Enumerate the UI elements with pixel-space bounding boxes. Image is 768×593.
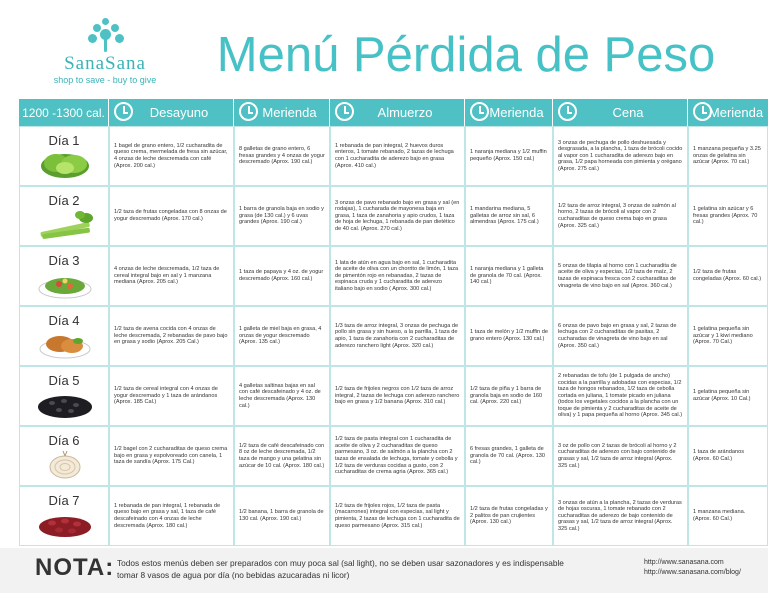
day-label: Día 6 (48, 433, 80, 448)
calorie-range-label: 1200 -1300 cal. (22, 105, 105, 120)
brand-name: SanaSana (64, 53, 146, 74)
meal-text: 1/2 taza de frutas congeladas con 8 onzas de yogur descremado (Aprox. 170 cal.) (114, 209, 227, 222)
column-header-label: Merienda (262, 105, 317, 120)
day-label: Día 3 (48, 253, 80, 268)
clock-icon (693, 102, 712, 121)
brand-logo[interactable] (45, 18, 165, 85)
meal-text: 4 onzas de leche descremada, 1/2 taza de cereal integral bajo en sal y 1 manzana mediana (Aprox. 205 cal.) (114, 266, 220, 286)
meal-text: 1 naranja mediana y 1/2 muffin pequeño (Aprox. 150 cal.) (470, 149, 547, 162)
meal-cell-merienda-2 (465, 366, 553, 426)
table-row (19, 366, 768, 426)
meal-text: 1 manzana mediana. (Aprox. 60 Cal.) (693, 509, 746, 522)
day-cell (19, 366, 109, 426)
onion-icon (34, 449, 96, 479)
meal-text: 1 gelatina sin azúcar y 6 fresas grandes (Aprox. 70 cal.) (693, 206, 758, 226)
day-cell (19, 306, 109, 366)
celery-icon (34, 209, 96, 239)
table-row (19, 126, 768, 186)
column-header-merienda-3 (688, 99, 768, 126)
brand-tagline: shop to save - buy to give (53, 75, 157, 85)
meal-cell-merienda-3 (688, 126, 768, 186)
column-header-cena (553, 99, 687, 126)
meal-cell-cena (553, 486, 688, 546)
meal-cell-merienda-2 (465, 186, 553, 246)
meal-text: 6 onzas de pavo bajo en grasa y sal, 2 tazas de lechuga con 2 cucharaditas de pasitas, 2 cucharadas de vinagreta de vino bajo en sal (Aprox. 350 cal.) (558, 322, 677, 349)
meal-cell-merienda-3 (688, 246, 768, 306)
table-row (19, 426, 768, 486)
meal-text: 1/2 taza de arroz integral, 3 onzas de salmón al horno, 2 tazas de brócoli al vapor con 2 cucharaditas de queso crema bajo en grasa (Aprox. 325 cal.) (558, 202, 676, 229)
meal-cell-merienda-1 (234, 426, 330, 486)
day-cell (19, 426, 109, 486)
meal-text: 1/2 banana, 1 barra de granola de 130 cal. (Aprox. 190 cal.) (239, 509, 324, 522)
meal-text: 1/2 bagel con 2 cucharaditas de queso crema bajo en grasa y espolvoreado con canela, 1 taza de sandía (Aprox. 175 Cal.) (114, 446, 228, 466)
column-header-merienda-1 (234, 99, 329, 126)
day-cell (19, 246, 109, 306)
blog-link[interactable]: http://www.sanasana.com/blog/ (644, 569, 741, 576)
table-row (19, 246, 768, 306)
meal-cell-almuerzo (330, 426, 465, 486)
clock-icon (470, 102, 489, 121)
meal-text: 1/2 taza de frutas congeladas y 2 palitos de pan crujientes (Aprox. 130 cal.) (470, 506, 548, 526)
meal-cell-merienda-3 (688, 306, 768, 366)
meal-text: 1 gelatina pequeña sin azúcar (Aprox. 10 Cal.) (693, 389, 751, 402)
day-label: Día 2 (48, 193, 80, 208)
column-header-merienda-2 (465, 99, 552, 126)
meal-cell-almuerzo (330, 366, 465, 426)
meal-cell-desayuno (109, 366, 234, 426)
meal-text: 1/2 taza de frutas congeladas (Aprox. 60 cal.) (693, 269, 762, 282)
meal-cell-merienda-2 (465, 246, 553, 306)
clock-icon (335, 102, 354, 121)
clock-icon (114, 102, 133, 121)
meal-cell-merienda-1 (234, 126, 330, 186)
meal-cell-cena (553, 366, 688, 426)
meal-cell-desayuno (109, 186, 234, 246)
clock-icon (239, 102, 258, 121)
meal-text: 1 taza de arándanos (Aprox. 60 Cal.) (693, 449, 745, 462)
salad-icon (34, 269, 96, 299)
page-title: Menú Pérdida de Peso (216, 28, 716, 82)
column-header-label: Almuerzo (377, 105, 433, 120)
table-header-row (19, 99, 768, 126)
lettuce-icon (34, 149, 96, 179)
column-header-label: Merienda (708, 105, 764, 120)
day-cell (19, 186, 109, 246)
meal-cell-almuerzo (330, 186, 465, 246)
meal-text: 3 oz de pollo con 2 tazas de brócoli al horno y 2 cucharaditas de aderezo con bajo contenido de grasas y sal, 1/2 taza de arroz integral (Aprox. 325 cal.) (558, 442, 677, 469)
meal-text: 1/2 taza de café descafeinado con 8 oz de leche descremada, 1/2 taza de mango y una gelatina sin azúcar de 10 cal. (Aprox. 180 cal.) (239, 442, 325, 469)
meal-text: 1/2 taza de piña y 1 barra de granola baja en sodio de 160 cal. (Aprox. 220 cal.) (470, 386, 543, 406)
column-header-label: Desayuno (149, 105, 209, 120)
meal-text: 1/2 taza de pasta integral con 1 cucharadita de aceite de oliva y 2 cucharaditas de queso parmesano, 3 oz. de salmón a la plancha con 2 tazas de ensalada de lechuga, tomate y cebolla y 1/2 taza de verduras cocidas a gusto, con 2 cucharaditas de crema agria (Aprox. 365 cal.) (335, 436, 458, 476)
meal-text: 1 taza de papaya y 4 oz. de yogur descremado (Aprox. 160 cal.) (239, 269, 324, 282)
column-header-label: Cena (612, 105, 644, 120)
meal-text: 1 manzana pequeña y 3.25 onzas de gelatina sin azúcar (Aprox. 70 cal.) (693, 146, 761, 166)
day-label: Día 7 (48, 493, 80, 508)
meal-text: 1/2 taza de avena cocida con 4 onzas de leche descremada, 2 rebanadas de pavo bajo en grasa y sodio (Aprox. 205 Cal.) (114, 326, 228, 346)
meal-cell-cena (553, 306, 688, 366)
day-label: Día 4 (48, 313, 80, 328)
nota-label: NOTA: (35, 554, 115, 581)
nota-text: Todos estos menús deben ser preparados con muy poca sal (sal light), no se deben usar sazonadores y es indispensable tomar 8 vasos de agua por día (no bebidas azucaradas ni licor) (117, 558, 564, 580)
meal-cell-merienda-1 (234, 306, 330, 366)
meal-text: 1 taza de melón y 1/2 muffin de grano entero (Aprox. 130 cal.) (470, 329, 548, 342)
meal-cell-cena (553, 246, 688, 306)
meal-cell-desayuno (109, 426, 234, 486)
meal-cell-cena (553, 126, 688, 186)
page-header (0, 0, 768, 95)
meal-cell-desayuno (109, 306, 234, 366)
meal-text: 5 onzas de tilapia al horno con 1 cucharadita de aceite de oliva y especias, 1/2 taza de maíz, 2 tazas de espinaca fresca con 2 cucharaditas de vinagreta de vino bajo en sal (Aprox. 360 cal.) (558, 262, 677, 289)
meal-cell-merienda-2 (465, 306, 553, 366)
table-row (19, 306, 768, 366)
chicken-icon (34, 329, 96, 359)
black-beans-icon (34, 389, 96, 419)
meal-cell-merienda-3 (688, 486, 768, 546)
meal-text: 2 rebanadas de tofu (de 1 pulgada de ancho) cocidas a la parrilla y adobadas con especias, 1/2 taza de hongos rebanados, 1/2 taza de cebolla cortada en juliana, 1 tomate picado en juliana (todos los vegetales cocidos a la plancha con un toque de pimienta y 2 cucharaditas de aceite de oliva) y 1 papa pequeña al horno (Aprox. 345 cal.) (558, 372, 683, 419)
meal-cell-desayuno (109, 126, 234, 186)
footer-note (0, 548, 768, 593)
leaf-logo-icon (85, 18, 125, 52)
table-row (19, 186, 768, 246)
meal-cell-merienda-1 (234, 366, 330, 426)
meal-cell-cena (553, 426, 688, 486)
clock-icon (558, 102, 577, 121)
meal-text: 3 onzas de pavo rebanado bajo en grasa y sal (en rodajas), 1 cucharada de mayonesa baja en grasa, 1 taza de zanahoria y apio crudos, 1 taza de hoja de lechuga, 1 rebanada de pan dietético de 40 cal. (Aprox. 270 cal.) (335, 199, 460, 232)
meal-text: 1/2 taza de frijoles negros con 1/2 taza de arroz integral, 2 tazas de lechuga con aderezo ranchero bajo en grasa y 1/2 banana (Aprox. 310 cal.) (335, 386, 460, 406)
meal-text: 3 onzas de atún a la plancha, 2 tazas de verduras de hojas oscuras, 1 tomate rebanado con 2 cucharaditas de aderezo de bajo contenido de grasas y sal, 1/2 taza de arroz integral (Aprox. 325 cal.) (558, 499, 682, 532)
meal-text: 1/2 taza de frijoles rojos, 1/2 taza de pasta (macarrones) integral con especias, sal light y pimienta, 2 tazas de lechuga con 1 cucharadita de queso parmesano (Aprox. 315 cal.) (335, 502, 460, 529)
meal-cell-merienda-3 (688, 366, 768, 426)
meal-text: 1/2 taza de cereal integral con 4 onzas de yogur descremado y 1 taza de arándanos (Aprox. 185 Cal.) (114, 386, 218, 406)
day-cell (19, 126, 109, 186)
meal-cell-merienda-2 (465, 426, 553, 486)
meal-text: 1 rebanada de pan integral, 1 rebanada de queso bajo en grasa y sal, 1 taza de café descafeinado con 4 onzas de leche descremada (Aprox. 180 cal.) (114, 502, 221, 529)
website-link[interactable]: http://www.sanasana.com (644, 559, 724, 566)
meal-text: 3 onzas de pechuga de pollo deshuesada y desgrasada, a la plancha, 1 taza de brócoli cocido al vapor con 1 cucharadita de aderezo bajo en grasa, 1/2 papa horneada con pimienta y orégano (Aprox. 275 cal.) (558, 139, 683, 172)
meal-cell-merienda-1 (234, 486, 330, 546)
meal-text: 1 galleta de miel baja en grasa, 4 onzas de yogur descremado (Aprox. 135 cal.) (239, 326, 322, 346)
kidney-beans-icon (34, 509, 96, 539)
meal-cell-almuerzo (330, 246, 465, 306)
meal-cell-merienda-1 (234, 246, 330, 306)
meal-text: 1 rebanada de pan integral, 2 huevos duros enteros, 1 tomate rebanado, 2 tazas de lechuga con 1 cucharadita de aderezo bajo en grasa (Aprox. 410 cal.) (335, 142, 454, 169)
day-label: Día 1 (48, 133, 80, 148)
meal-text: 1 mandarina mediana, 5 galletas de arroz sin sal, 6 almendras (Aprox. 175 cal.) (470, 206, 539, 226)
meal-cell-merienda-1 (234, 186, 330, 246)
meal-text: 4 galletas saltinas bajas en sal con café descafeinado y 4 oz. de leche descremada (Aprox. 130 cal.) (239, 382, 321, 409)
meal-cell-cena (553, 186, 688, 246)
meal-cell-almuerzo (330, 126, 465, 186)
column-header-desayuno (109, 99, 233, 126)
meal-text: 6 fresas grandes, 1 galleta de granola de 70 cal. (Aprox. 130 cal.) (470, 446, 545, 466)
meal-text: 1 barra de granola baja en sodio y grasa (de 130 cal.) y 6 uvas grandes (Aprox. 190 cal.) (239, 206, 324, 226)
footer-links (644, 558, 741, 578)
calorie-range-header (19, 99, 108, 126)
meal-cell-almuerzo (330, 486, 465, 546)
meal-cell-desayuno (109, 246, 234, 306)
column-header-label: Merienda (489, 105, 544, 120)
day-label: Día 5 (48, 373, 80, 388)
meal-text: 8 galletas de grano entero, 6 fresas grandes y 4 onzas de yogur descremado (Aprox. 190 cal.) (239, 146, 325, 166)
meal-cell-merienda-3 (688, 426, 768, 486)
meal-text: 1 bagel de grano entero, 1/2 cucharadita de queso crema, mermelada de fresa sin azúcar, 4 onzas de leche descremada con café (Aprox. 200 cal.) (114, 142, 228, 169)
day-cell (19, 486, 109, 546)
meal-cell-merienda-3 (688, 186, 768, 246)
meal-cell-desayuno (109, 486, 234, 546)
meal-text: 1 naranja mediana y 1 galleta de granola de 70 cal. (Aprox. 140 cal.) (470, 266, 544, 286)
meal-cell-almuerzo (330, 306, 465, 366)
meal-text: 1 gelatina pequeña sin azúcar y 1 kiwi mediano (Aprox. 70 Cal.) (693, 326, 753, 346)
column-header-almuerzo (330, 99, 464, 126)
meal-cell-merienda-2 (465, 486, 553, 546)
table-row (19, 486, 768, 546)
meal-text: 1 lata de atún en agua bajo en sal, 1 cucharadita de aceite de oliva con un chorrito de limón, 1 taza de pimentón rojo en rebanadas, 2 tazas de espinaca cruda y 1 cucharadita de aderezo italiano bajo en sodio ( Aprox. 300 cal.) (335, 259, 459, 292)
meal-text: 1/3 taza de arroz integral, 3 onzas de pechuga de pollo sin grasa y sin hueso, a la parrilla, 1 taza de apio, 1 taza de zanahoria con 2 cucharaditas de aderezo ranchero light (Aprox. 320 cal.) (335, 322, 459, 349)
meal-cell-merienda-2 (465, 126, 553, 186)
